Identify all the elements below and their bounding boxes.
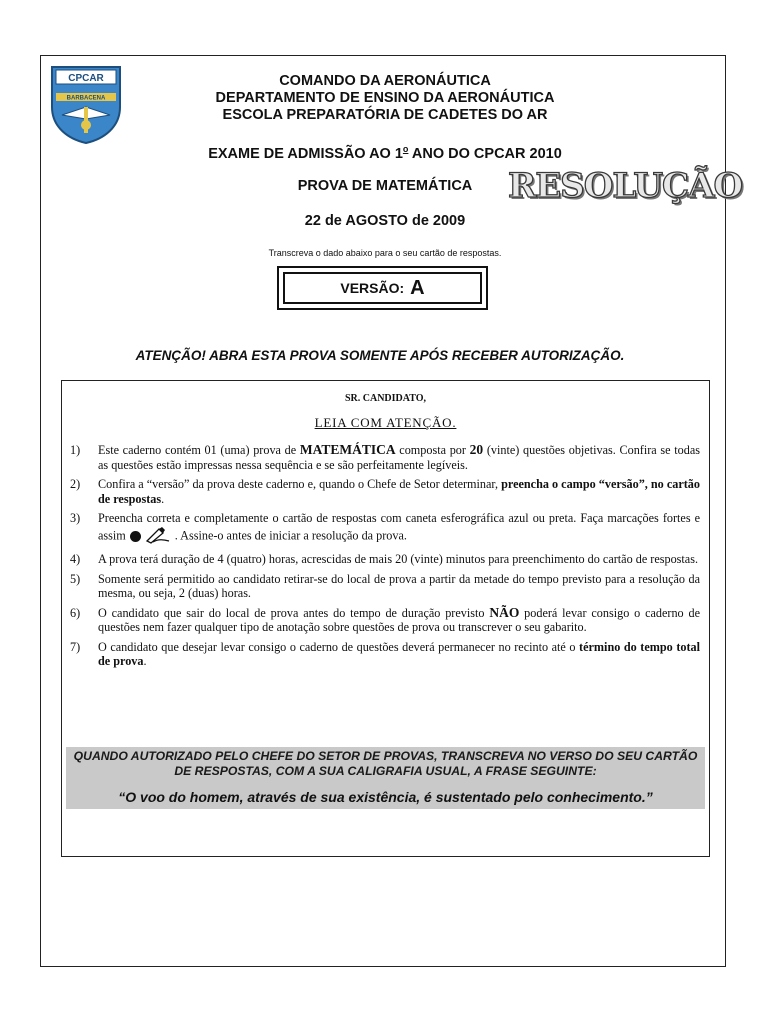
- exam-date: 22 de AGOSTO de 2009: [304, 213, 466, 229]
- resolucao-stamp: RESOLUÇÃO: [508, 166, 743, 206]
- rule-text-bold: preencha o campo “versão”, no cartão de respostas: [98, 477, 700, 506]
- versao-label: VERSÃO:: [340, 280, 405, 296]
- header-line-department: DEPARTAMENTO DE ENSINO DA AERONÁUTICA: [215, 90, 555, 106]
- rule-text-part: O candidato que desejar levar consigo o caderno de questões deverá permanecer no recinto até o: [98, 639, 580, 654]
- crest-top-text: CPCAR: [68, 73, 104, 84]
- transcription-banner: [66, 747, 705, 809]
- attention-warning: ATENÇÃO! ABRA ESTA PROVA SOMENTE APÓS RECEBER AUTORIZAÇÃO.: [135, 348, 625, 363]
- rule-text: Somente será permitido ao candidato retirar-se do local de prova a partir da metade do tempo previsto para a resolução da mesma, ou seja, 2 (duas) horas.: [98, 571, 700, 600]
- rule-number: 4): [70, 552, 81, 566]
- rule-item: [70, 572, 700, 601]
- rule-item: [70, 477, 700, 506]
- versao-inner-box: [283, 272, 482, 304]
- prova-title: PROVA DE MATEMÁTICA: [297, 178, 473, 194]
- rule-text-bold: MATEMÁTICA: [299, 442, 396, 457]
- marking-example: [130, 526, 171, 548]
- filled-dot-icon: [130, 531, 141, 542]
- rule-text-part: poderá levar consigo o caderno de questões nem fazer qualquer tipo de anotação sobre questões de prova ou transcrever o seu gabarito.: [98, 605, 700, 634]
- rule-number: 2): [70, 477, 81, 491]
- rule-text-part: .: [161, 491, 165, 506]
- rule-item: [70, 511, 700, 547]
- header-line-command: COMANDO DA AERONÁUTICA: [279, 73, 491, 89]
- versao-box: [277, 266, 488, 310]
- rule-text: A prova terá duração de 4 (quatro) horas, acrescidas de mais 20 (vinte) minutos para preenchimento do cartão de respostas.: [98, 552, 699, 566]
- crest-band-text: BARBACENA: [66, 95, 106, 102]
- rule-text: [98, 443, 700, 472]
- rule-number: 7): [70, 639, 81, 654]
- instructions-heading: LEIA COM ATENÇÃO.: [314, 415, 457, 430]
- rule-item: [70, 606, 700, 635]
- rule-text: [98, 606, 700, 635]
- versao-letter: A: [410, 276, 425, 299]
- exam-title-suffix: ANO DO CPCAR 2010: [408, 146, 562, 162]
- header-line-school: ESCOLA PREPARATÓRIA DE CADETES DO AR: [222, 107, 548, 123]
- transcribe-note: Transcreva o dado abaixo para o seu cartão de respostas.: [268, 248, 502, 258]
- pen-hand-icon: [145, 526, 171, 548]
- rule-text-part: . Assine-o antes de iniciar a resolução da prova.: [174, 528, 407, 543]
- banner-quote: “O voo do homem, através de sua existência, é sustentado pelo conhecimento.”: [118, 789, 653, 805]
- banner-instruction: QUANDO AUTORIZADO PELO CHEFE DO SETOR DE PROVAS, TRANSCREVA NO VERSO DO SEU CARTÃO DE RESPOSTAS, COM A SUA CALIGRAFIA USUAL, A FRASE SEGUINTE:: [73, 749, 698, 778]
- rule-text-bold: NÃO: [489, 604, 520, 620]
- rule-text-part: composta por: [395, 443, 470, 457]
- exam-title: [140, 144, 630, 162]
- exam-title-prefix: EXAME DE ADMISSÃO AO 1: [208, 146, 403, 162]
- rule-text-part: Preencha correta e completamente o cartão de respostas com caneta esferográfica azul ou preta. Faça marcações fortes e assim: [98, 511, 700, 543]
- rule-number: 6): [70, 605, 81, 620]
- rule-text-part: O candidato que sair do local de prova antes do tempo de duração previsto: [98, 605, 490, 620]
- rule-text-bold: término do tempo total de prova: [98, 639, 701, 668]
- rule-text-part: (vinte) questões objetivas. Confira se todas as questões estão impressas nessa sequência e se são perfeitamente legíveis.: [98, 443, 700, 472]
- rule-text-part: .: [143, 654, 147, 668]
- rule-item: [70, 640, 700, 669]
- rule-text-part: Este caderno contém 01 (uma) prova de: [98, 443, 300, 457]
- rules-list: [70, 443, 700, 674]
- rule-item: [70, 443, 700, 472]
- rule-text: [98, 511, 700, 547]
- rule-number: 3): [70, 511, 81, 525]
- instructions-box: [61, 380, 710, 857]
- rule-text: [98, 477, 700, 506]
- rule-text-bold: 20: [469, 442, 484, 457]
- exam-title-ordinal: o: [402, 144, 409, 154]
- greeting: SR. CANDIDATO,: [344, 393, 427, 404]
- rule-text: [98, 640, 700, 669]
- institution-header: [140, 73, 630, 124]
- rule-number: 1): [70, 443, 81, 457]
- rule-text-part: Confira a “versão” da prova deste caderno e, quando o Chefe de Setor determinar,: [98, 477, 502, 491]
- rule-item: [70, 552, 700, 567]
- cpcar-crest-logo: [48, 63, 124, 145]
- rule-number: 5): [70, 571, 81, 586]
